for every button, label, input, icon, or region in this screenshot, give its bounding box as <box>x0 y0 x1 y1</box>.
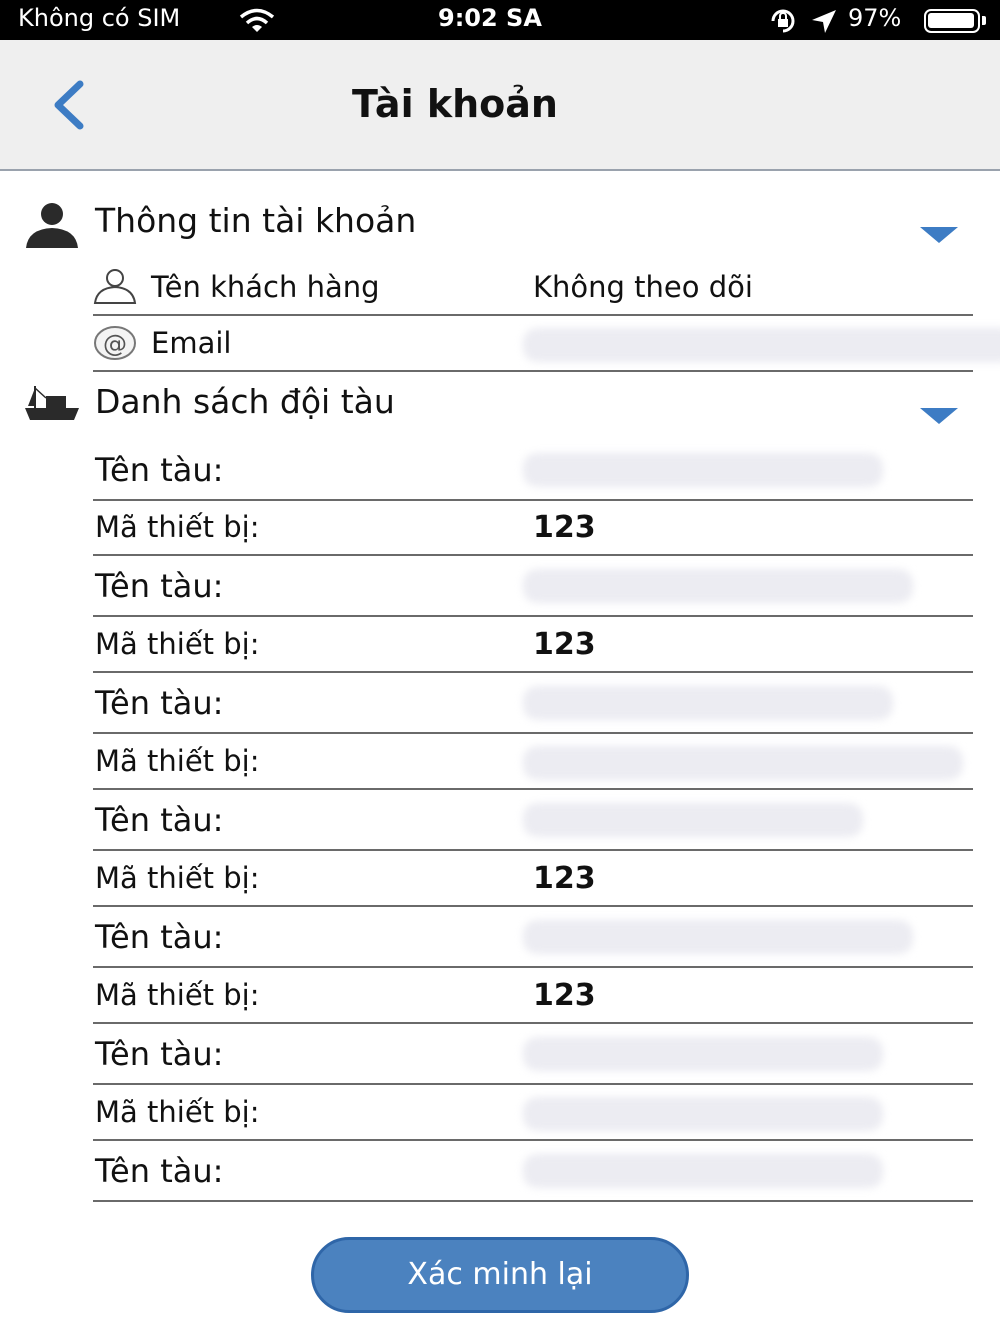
customer-name-label: Tên khách hàng <box>151 270 380 304</box>
email-value-redacted <box>523 328 1000 362</box>
customer-name-value: Không theo dõi <box>533 270 753 304</box>
battery-percent-text: 97% <box>848 4 902 32</box>
vessel-name-value-redacted <box>523 1154 883 1188</box>
device-code-value-redacted <box>523 746 963 780</box>
vessel-name-row <box>93 1025 973 1085</box>
device-code-row <box>93 734 973 790</box>
vessel-name-row <box>93 674 973 734</box>
device-code-row <box>93 500 973 556</box>
vessel-name-value-redacted <box>523 686 893 720</box>
vessel-name-label: Tên tàu: <box>95 801 224 839</box>
vessel-name-label: Tên tàu: <box>95 1035 224 1073</box>
vessel-name-value-redacted <box>523 803 863 837</box>
carrier-text: Không có SIM <box>18 4 181 32</box>
device-code-label: Mã thiết bị: <box>95 861 260 895</box>
vessel-name-value-redacted <box>523 920 913 954</box>
navigation-bar <box>0 40 1000 171</box>
device-code-label: Mã thiết bị: <box>95 510 260 544</box>
device-code-label: Mã thiết bị: <box>95 627 260 661</box>
email-label: Email <box>151 326 232 360</box>
vessel-name-row <box>93 557 973 617</box>
device-code-value: 123 <box>533 978 596 1013</box>
page-title: Tài khoản <box>352 82 558 126</box>
account-info-title: Thông tin tài khoản <box>95 201 417 240</box>
vessel-name-row <box>93 441 973 501</box>
device-code-row <box>93 851 973 907</box>
rotation-lock-icon <box>768 8 798 34</box>
fleet-list-title: Danh sách đội tàu <box>95 382 395 421</box>
caret-down-icon[interactable] <box>920 227 958 245</box>
device-code-row <box>93 617 973 673</box>
person-icon <box>24 201 80 249</box>
wifi-icon <box>238 8 276 34</box>
device-code-label: Mã thiết bị: <box>95 1095 260 1129</box>
status-bar <box>0 0 1000 40</box>
svg-text:@: @ <box>103 330 127 358</box>
vessel-name-row <box>93 908 973 968</box>
battery-tip <box>982 16 986 25</box>
at-sign-icon <box>93 325 137 361</box>
device-code-value: 123 <box>533 627 596 662</box>
vessel-name-label: Tên tàu: <box>95 451 224 489</box>
vessel-name-label: Tên tàu: <box>95 684 224 722</box>
vessel-name-value-redacted <box>523 1037 883 1071</box>
device-code-value-redacted <box>523 1097 883 1131</box>
location-arrow-icon <box>810 8 838 34</box>
battery-icon <box>924 9 980 33</box>
device-code-label: Mã thiết bị: <box>95 744 260 778</box>
email-row <box>93 318 973 372</box>
vessel-name-value-redacted <box>523 453 883 487</box>
verify-again-button[interactable]: Xác minh lại <box>311 1237 689 1313</box>
vessel-name-row <box>93 791 973 851</box>
device-code-value: 123 <box>533 510 596 545</box>
account-info-section-header[interactable] <box>0 195 1000 255</box>
device-code-label: Mã thiết bị: <box>95 978 260 1012</box>
customer-name-row <box>93 262 973 316</box>
vessel-name-value-redacted <box>523 569 913 603</box>
ship-icon <box>24 384 80 424</box>
device-code-row <box>93 1085 973 1141</box>
device-code-row <box>93 968 973 1024</box>
fleet-list-section-header[interactable] <box>0 378 1000 438</box>
vessel-name-label: Tên tàu: <box>95 567 224 605</box>
vessel-name-label: Tên tàu: <box>95 1152 224 1190</box>
vessel-name-label: Tên tàu: <box>95 918 224 956</box>
clock-text: 9:02 SA <box>438 4 542 32</box>
battery-level-fill <box>928 13 974 28</box>
caret-down-icon[interactable] <box>920 408 958 426</box>
person-outline-icon <box>93 268 137 304</box>
device-code-value: 123 <box>533 861 596 896</box>
vessel-name-row <box>93 1142 973 1202</box>
